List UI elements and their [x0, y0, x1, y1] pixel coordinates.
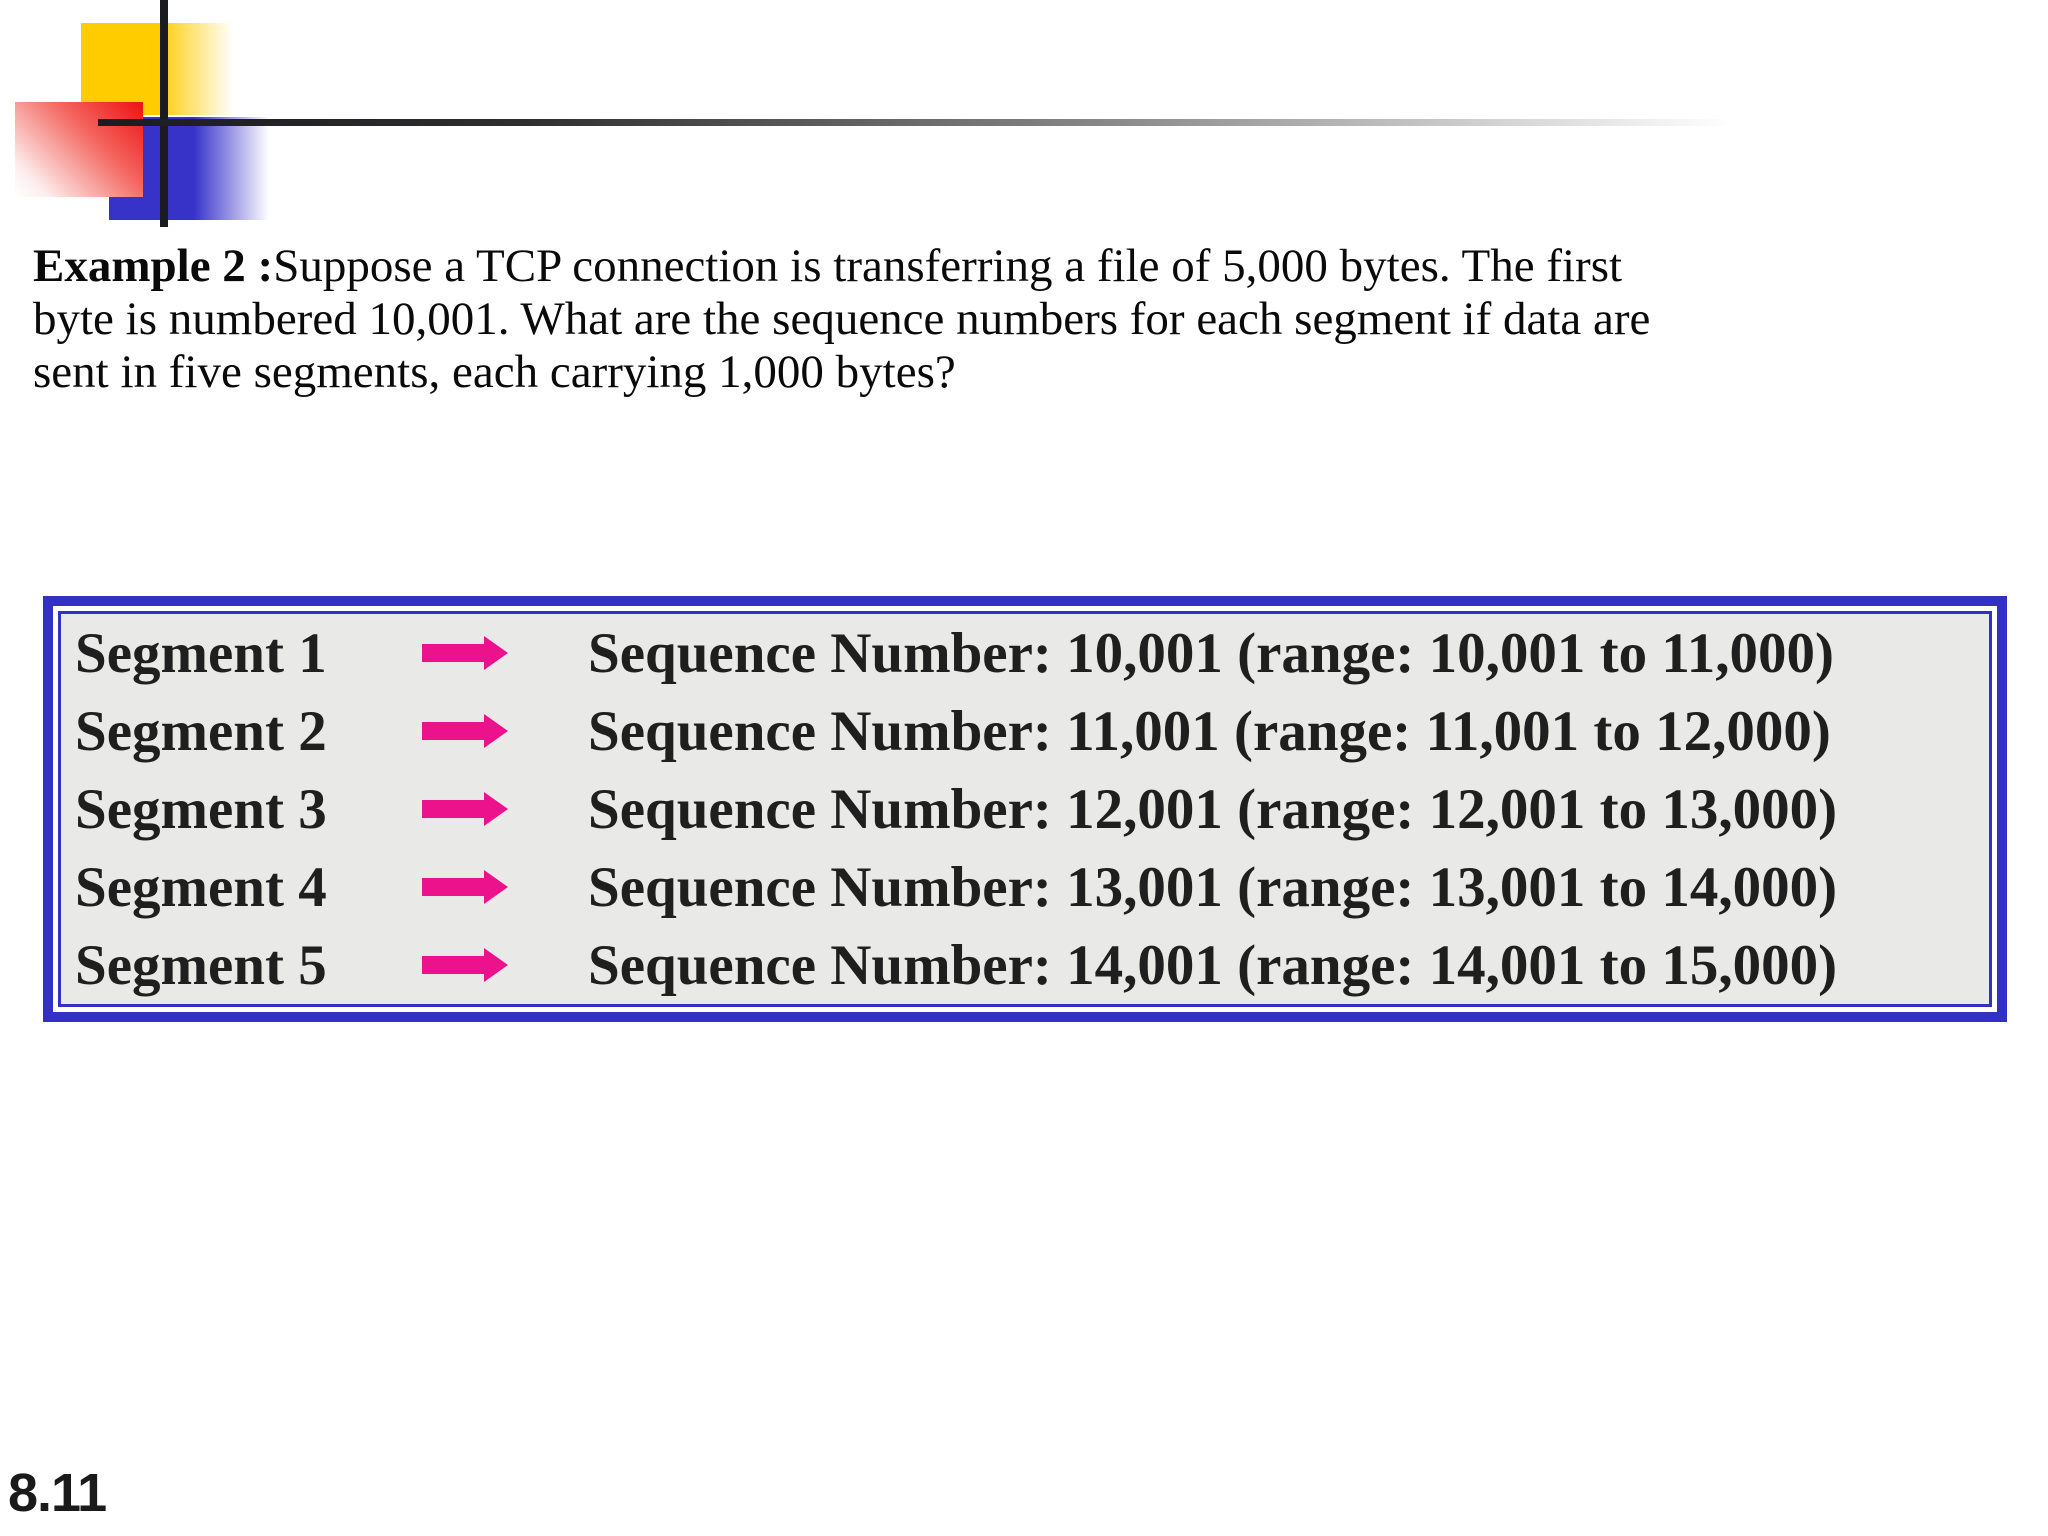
segment-row-2 [75, 692, 1989, 770]
right-arrow-icon [422, 948, 508, 982]
problem-line-1-text: Suppose a TCP connection is transferring a file of 5,000 bytes. The first [273, 240, 1623, 292]
sequence-number-text: Sequence Number: 12,001 (range: 12,001 to 13,000) [588, 777, 1838, 841]
segment-label: Segment 5 [75, 933, 327, 997]
problem-statement [33, 240, 2028, 399]
page-number: 8.11 [8, 1463, 107, 1523]
segment-label: Segment 2 [75, 699, 327, 763]
problem-line-1 [33, 240, 2028, 293]
segment-label: Segment 4 [75, 855, 327, 919]
segment-row-3 [75, 770, 1989, 848]
segment-row-4 [75, 848, 1989, 926]
sequence-number-text: Sequence Number: 10,001 (range: 10,001 to 11,000) [588, 621, 1834, 685]
right-arrow-icon [422, 792, 508, 826]
answer-box-inner [58, 611, 1992, 1007]
answer-box [43, 596, 2007, 1022]
right-arrow-icon [422, 870, 508, 904]
segment-label: Segment 1 [75, 621, 327, 685]
sequence-number-text: Sequence Number: 13,001 (range: 13,001 to 14,000) [588, 855, 1838, 919]
segment-row-1 [75, 614, 1989, 692]
decoration-vertical-line [160, 0, 168, 227]
example-label: Example 2 : [33, 240, 274, 292]
decoration-red-gradient-square [15, 102, 143, 197]
right-arrow-icon [422, 636, 508, 670]
decoration-horizontal-rule [98, 119, 1800, 126]
right-arrow-icon [422, 714, 508, 748]
problem-line-2: byte is numbered 10,001. What are the sequence numbers for each segment if data are [33, 293, 1651, 345]
problem-line-3: sent in five segments, each carrying 1,000 bytes? [33, 346, 956, 398]
segment-row-5 [75, 926, 1989, 1004]
sequence-number-text: Sequence Number: 14,001 (range: 14,001 to 15,000) [588, 933, 1838, 997]
segment-label: Segment 3 [75, 777, 327, 841]
sequence-number-text: Sequence Number: 11,001 (range: 11,001 to 12,000) [588, 699, 1831, 763]
